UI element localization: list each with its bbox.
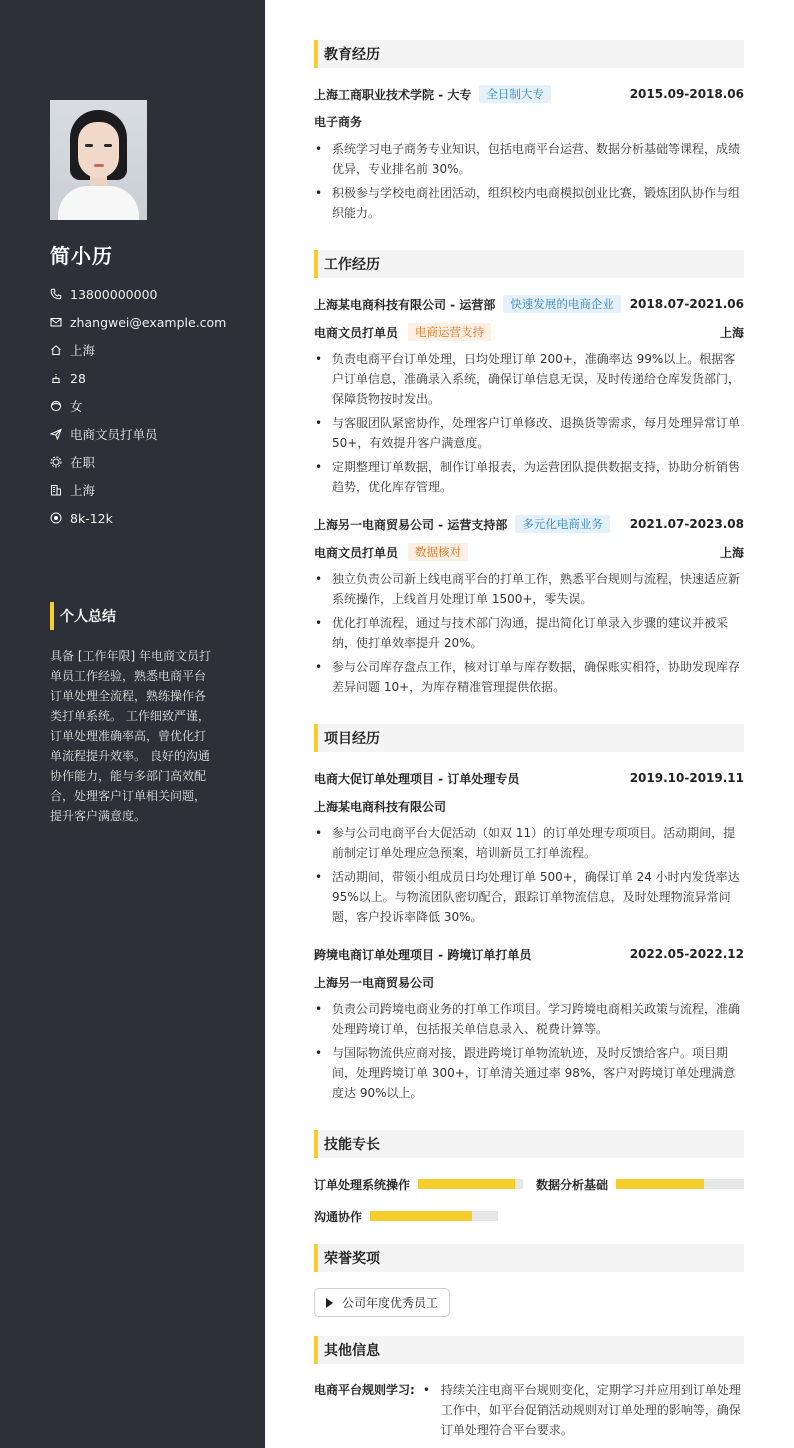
skills-section-title: 技能专长: [314, 1130, 744, 1158]
skill-item: [314, 1206, 498, 1226]
project-2-date: 2022.05-2022.12: [629, 947, 744, 961]
education-date: 2015.09-2018.06: [629, 87, 744, 101]
info-email: [50, 308, 226, 336]
list-item: • 优化打单流程，通过与技术部门沟通，提出简化订单录入步骤的建议并被采纳，使打单效率提升 20%。: [314, 613, 744, 653]
info-home-text: 上海: [70, 343, 96, 358]
job-2-header: [314, 514, 744, 534]
profile-photo: [50, 100, 147, 220]
list-item: • 积极参与学校电商社团活动，组织校内电商模拟创业比赛，锻炼团队协作与组织能力。: [314, 183, 744, 223]
list-item: • 参与公司电商平台大促活动（如双 11）的订单处理专项项目。活动期间，提前制定订单处理应急预案，培训新员工打单流程。: [314, 823, 744, 863]
gender-icon: [50, 400, 62, 412]
education-school: 上海工商职业技术学院 - 大专: [314, 87, 472, 102]
play-triangle-icon: [326, 1298, 333, 1308]
job-2-bullets: [314, 569, 744, 701]
info-salary-text: 8k-12k: [70, 510, 113, 526]
info-city: [50, 476, 226, 504]
status-icon: [50, 456, 62, 468]
other-section-title: 其他信息: [314, 1336, 744, 1364]
education-major: 电子商务: [314, 114, 363, 129]
list-item: • 与国际物流供应商对接，跟进跨境订单物流轨迹，及时反馈给客户。项目期间，处理跨境订单 300+，订单清关通过率 98%，客户对跨境订单处理满意度达 90%以上。: [314, 1043, 744, 1103]
list-item: • 负责电商平台订单处理，日均处理订单 200+，准确率达 99%以上。根据客户订单信息，准确录入系统，确保订单信息无误，及时传递给仓库发货部门，保障货物按时发出。: [314, 349, 744, 409]
phone-icon: [50, 288, 62, 300]
info-gender: [50, 392, 226, 420]
project-1-header: [314, 768, 744, 788]
skill-bar: [418, 1179, 523, 1189]
awards-section-title: 荣誉奖项: [314, 1244, 744, 1272]
home-icon: [50, 344, 62, 356]
project-1-name: 电商大促订单处理项目 - 订单处理专员: [314, 771, 520, 786]
other-label: 电商平台规则学习:: [314, 1383, 415, 1397]
education-major-row: [314, 111, 744, 131]
info-position-text: 电商文员打单员: [70, 427, 158, 442]
salary-icon: [50, 512, 62, 524]
skill-bar-fill: [370, 1211, 472, 1221]
sidebar: [0, 0, 265, 1448]
work-section-title: 工作经历: [314, 250, 744, 278]
info-age: [50, 364, 226, 392]
skill-name: 数据分析基础: [536, 1177, 609, 1192]
list-item: • 与客服团队紧密协作，处理客户订单修改、退换货等需求，每月处理异常订单 50+，有效提升客户满意度。: [314, 413, 744, 453]
list-item: • 系统学习电子商务专业知识，包括电商平台运营、数据分析基础等课程，成绩优异，专业排名前 30%。: [314, 139, 744, 179]
job-2-role-tag: 数据核对: [408, 543, 468, 561]
project-2-name: 跨境电商订单处理项目 - 跨境订单打单员: [314, 947, 532, 962]
job-2-company: 上海另一电商贸易公司 - 运营支持部: [314, 517, 508, 532]
skill-item: [536, 1174, 744, 1194]
skill-item: [314, 1174, 523, 1194]
list-item: • 持续关注电商平台规则变化，定期学习并应用到订单处理工作中，如平台促销活动规则对订单处理的影响等，确保订单处理符合平台要求。: [421, 1380, 744, 1440]
skill-name: 沟通协作: [314, 1209, 363, 1224]
info-phone: [50, 280, 226, 308]
building-icon: [50, 484, 62, 496]
project-2-bullets: [314, 999, 744, 1107]
mail-icon: [50, 316, 62, 328]
project-1-company: 上海某电商科技有限公司: [314, 799, 447, 814]
list-item: • 定期整理订单数据，制作订单报表，为运营团队提供数据支持，协助分析销售趋势，优化库存管理。: [314, 457, 744, 497]
list-item: • 参与公司库存盘点工作，核对订单与库存数据，确保账实相符，协助发现库存差异问题 10+，为库存精准管理提供依据。: [314, 657, 744, 697]
info-status-text: 在职: [70, 455, 96, 470]
job-2-role-row: [314, 542, 744, 562]
skill-bar-fill: [418, 1179, 515, 1189]
project-1-bullets: [314, 823, 744, 931]
skill-bar: [370, 1211, 498, 1221]
job-1-role-row: [314, 322, 744, 342]
info-status: [50, 448, 226, 476]
info-home: [50, 336, 226, 364]
job-1-bullets: [314, 349, 744, 501]
education-header: [314, 84, 744, 104]
other-info: [314, 1380, 744, 1440]
send-icon: [50, 428, 62, 440]
list-item: • 活动期间，带领小组成员日均处理订单 500+，确保订单 24 小时内发货率达 95%以上。与物流团队密切配合，跟踪订单物流信息，及时处理物流异常问题，客户投诉率降低 30%。: [314, 867, 744, 927]
award-name: 公司年度优秀员工: [342, 1296, 439, 1310]
project-2-company: 上海另一电商贸易公司: [314, 975, 435, 990]
list-item: • 独立负责公司新上线电商平台的打单工作，熟悉平台规则与流程，快速适应新系统操作，上线首月处理订单 1500+，零失误。: [314, 569, 744, 609]
job-1-header: [314, 294, 744, 314]
summary-title: 个人总结: [50, 602, 116, 630]
job-2-date: 2021.07-2023.08: [629, 517, 744, 531]
list-item: • 负责公司跨境电商业务的打单工作项目。学习跨境电商相关政策与流程，准确处理跨境订单，包括报关单信息录入、税费计算等。: [314, 999, 744, 1039]
project-1-company-row: [314, 796, 744, 816]
job-2-city: 上海: [719, 545, 744, 560]
age-icon: [50, 372, 62, 384]
education-bullets: [314, 139, 744, 227]
summary-text: 具备 [工作年限] 年电商文员打单员工作经验，熟悉电商平台订单处理全流程，熟练操作各类打单系统。 工作细致严谨，订单处理准确率高，曾优化打单流程提升效率。 良好的沟通协作能力，能与多部门高效配合，处理客户订单相关问题，提升客户满意度。: [50, 649, 211, 823]
info-position: [50, 420, 226, 448]
education-tag: 全日制大专: [479, 85, 551, 103]
job-1-company: 上海某电商科技有限公司 - 运营部: [314, 297, 496, 312]
info-phone-text: 13800000000: [70, 286, 158, 302]
project-2-header: [314, 944, 744, 964]
job-1-date: 2018.07-2021.06: [629, 297, 744, 311]
job-1-city: 上海: [719, 325, 744, 340]
project-section-title: 项目经历: [314, 724, 744, 752]
other-bullets: [421, 1380, 744, 1440]
info-email-text: zhangwei@example.com: [70, 314, 227, 330]
job-1-tag: 快速发展的电商企业: [503, 295, 621, 313]
project-1-date: 2019.10-2019.11: [629, 771, 744, 785]
info-salary: [50, 504, 226, 532]
skill-name: 订单处理系统操作: [314, 1177, 411, 1192]
info-age-text: 28: [70, 370, 86, 386]
skill-bar-fill: [616, 1179, 704, 1189]
project-2-company-row: [314, 972, 744, 992]
job-1-role: 电商文员打单员: [314, 325, 399, 340]
job-1-role-tag: 电商运营支持: [408, 323, 491, 341]
skill-bar: [616, 1179, 744, 1189]
education-section-title: 教育经历: [314, 40, 744, 68]
award-item[interactable]: [314, 1288, 450, 1317]
job-2-tag: 多元化电商业务: [515, 515, 610, 533]
info-city-text: 上海: [70, 483, 96, 498]
contact-info-list: [50, 280, 226, 532]
profile-name: 简小历: [50, 244, 113, 268]
info-gender-text: 女: [70, 399, 83, 414]
job-2-role: 电商文员打单员: [314, 545, 399, 560]
